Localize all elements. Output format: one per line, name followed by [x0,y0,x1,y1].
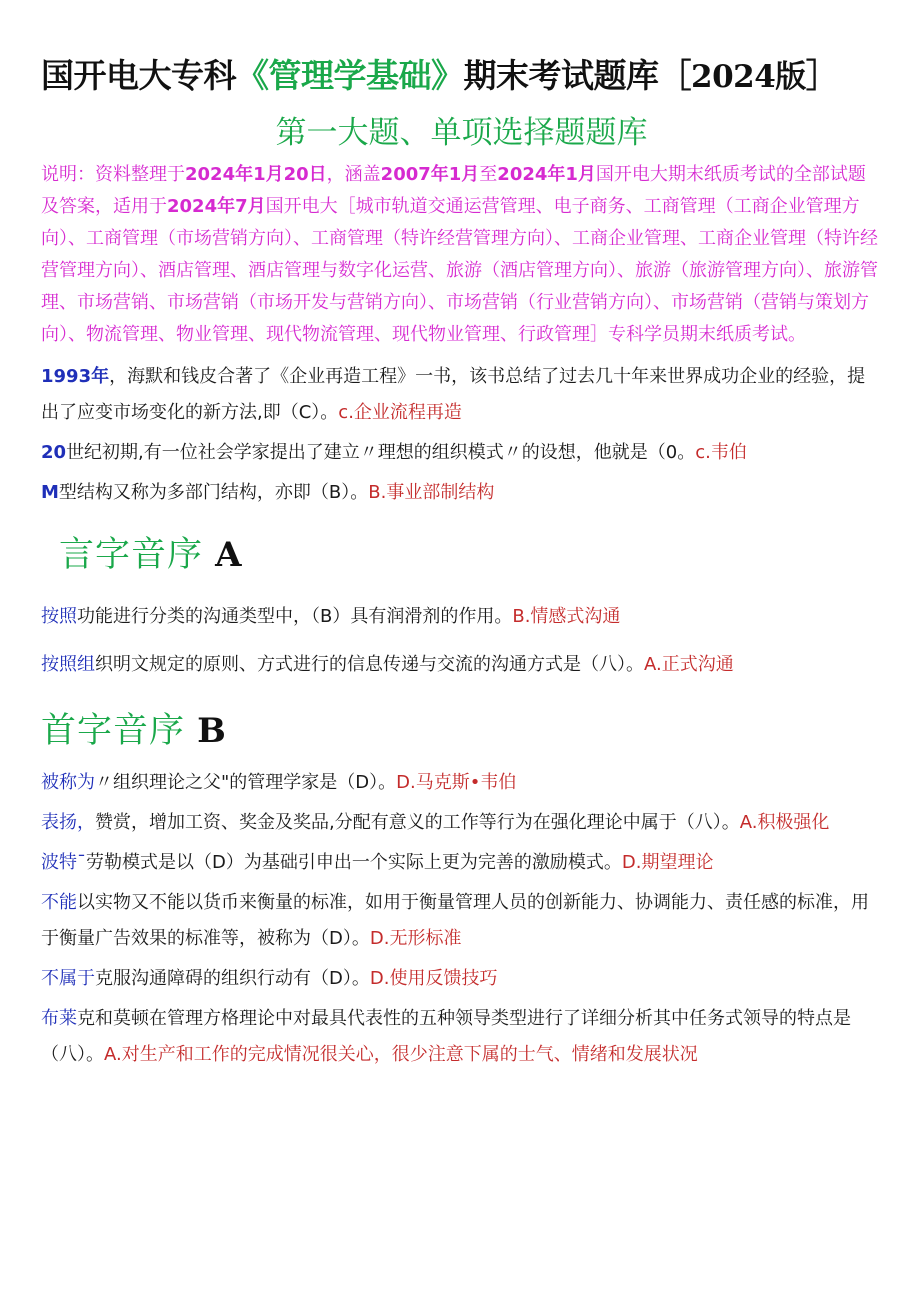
note-date: 2007年1月 [380,164,480,185]
note-text: 国开电大期末纸质考试的全部试题及答案，适用于 [41,164,866,217]
note-date: 2024年7月 [167,196,266,217]
question-text: 劳勒模式是以（D）为基础引申出一个实际上更为完善的激励模式。 [86,852,622,873]
question-item [41,435,882,471]
note-date: 2024年1月20日 [185,164,327,185]
question-answer: D.期望理论 [621,852,714,873]
question-lead: 不能 [41,892,77,913]
question-lead: 布莱 [41,1008,77,1029]
question-text: 功能进行分类的沟通类型中，（B）具有润滑剂的作用。 [77,606,513,627]
question-text: 克和莫顿在管理方格理论中对最具代表性的五种领导类型进行了详细分析其中任务式领导的特点是（八）。 [41,1008,851,1065]
question-text: 以实物又不能以货币来衡量的标准，如用于衡量管理人员的创新能力、协调能力、责任感的标准，用于衡量广告效果的标准等，被称为（D）。 [41,892,869,949]
question-item [41,599,882,635]
question-lead: 20 [41,442,67,463]
question-answer: D.无形标准 [369,928,462,949]
question-answer: c.韦伯 [695,442,747,463]
question-text: 织明文规定的原则、方式进行的信息传递与交流的沟通方式是（八）。 [95,654,644,675]
question-answer: B.情感式沟通 [512,606,621,627]
section-b-heading-text: 首字音序 [41,711,186,751]
question-item [41,647,882,683]
question-lead: 表扬， [41,812,95,833]
section-a-heading [41,529,882,581]
question-lead: 1993年 [41,366,110,387]
question-answer: A.对生产和工作的完成情况很关心，很少注意下属的士气、情绪和发展状况 [104,1044,698,1065]
question-item [41,475,882,511]
question-lead: 按照组 [41,654,95,675]
question-text: 赞赏，增加工资、奖金及奖品,分配有意义的工作等行为在强化理论中属于（八）。 [95,812,740,833]
title-course-name: 《管理学基础》 [236,56,464,95]
question-item [41,961,882,997]
question-item [41,765,882,801]
question-text: 世纪初期,有一位社会学家提出了建立〃理想的组织模式〃的设想，他就是（0。 [66,442,696,463]
note-text: 国开电大［城市轨道交通运营管理、电子商务、工商管理（工商企业管理方向）、工商管理（市场营销方向）、工商管理（特许经营管理方向）、工商企业管理、工商企业管理（特许经营管理方向）、酒店管理、酒店管理与数字化运营、旅游（酒店管理方向）、旅游（旅游管理方向）、旅游管理、市场营销、市场营销（市场开发与营销方向）、市场营销（行业营销方向）、市场营销（营销与策划方向）、物流管理、物业管理、现代物流管理、现代物业管理、行政管理］专科学员期末纸质考试。 [41,196,878,345]
question-lead: 不属于 [41,968,95,989]
title-close-bracket: ］ [805,56,839,95]
section-b-heading [41,705,882,757]
question-text: 克服沟通障碍的组织行动有（D）。 [95,968,370,989]
document-title [41,52,882,101]
question-item [41,805,882,841]
title-prefix: 国开电大专科 [41,56,236,95]
section-title: 第一大题、单项选择题题库 [275,115,648,151]
question-text: 型结构又称为多部门结构，亦即（B）。 [58,482,369,503]
question-answer: A.积极强化 [739,812,830,833]
note-date: 2024年1月 [497,164,596,185]
question-text: 〃组织理论之父"的管理学家是（D）。 [95,772,397,793]
explanation-note [41,159,882,351]
question-lead: 按照 [41,606,77,627]
question-answer: c.企业流程再造 [338,402,462,423]
section-a-letter: A [215,535,243,575]
question-answer: D.使用反馈技巧 [369,968,498,989]
section-a-heading-text: 言字音序 [59,535,204,575]
note-text: ，涵盖 [326,164,381,185]
question-item [41,1001,882,1073]
question-lead: 被称为 [41,772,95,793]
title-edition: 2024版 [691,59,806,95]
question-item [41,845,882,881]
question-answer: A.正式沟通 [644,654,734,675]
note-text: 说明：资料整理于 [41,164,185,185]
question-lead: M [41,482,59,503]
section-b-letter: B [197,711,227,751]
question-answer: D.马克斯•韦伯 [396,772,517,793]
question-item [41,885,882,957]
title-suffix: 期末考试题库［ [463,56,691,95]
question-answer: B.事业部制结构 [368,482,495,503]
question-lead: 波特¯ [41,852,86,873]
question-text: ，海默和钱皮合著了《企业再造工程》一书，该书总结了过去几十年来世界成功企业的经验，提出了应变市场变化的新方法,即（C）。 [41,366,866,423]
question-item [41,359,882,431]
note-text: 至 [479,164,498,185]
